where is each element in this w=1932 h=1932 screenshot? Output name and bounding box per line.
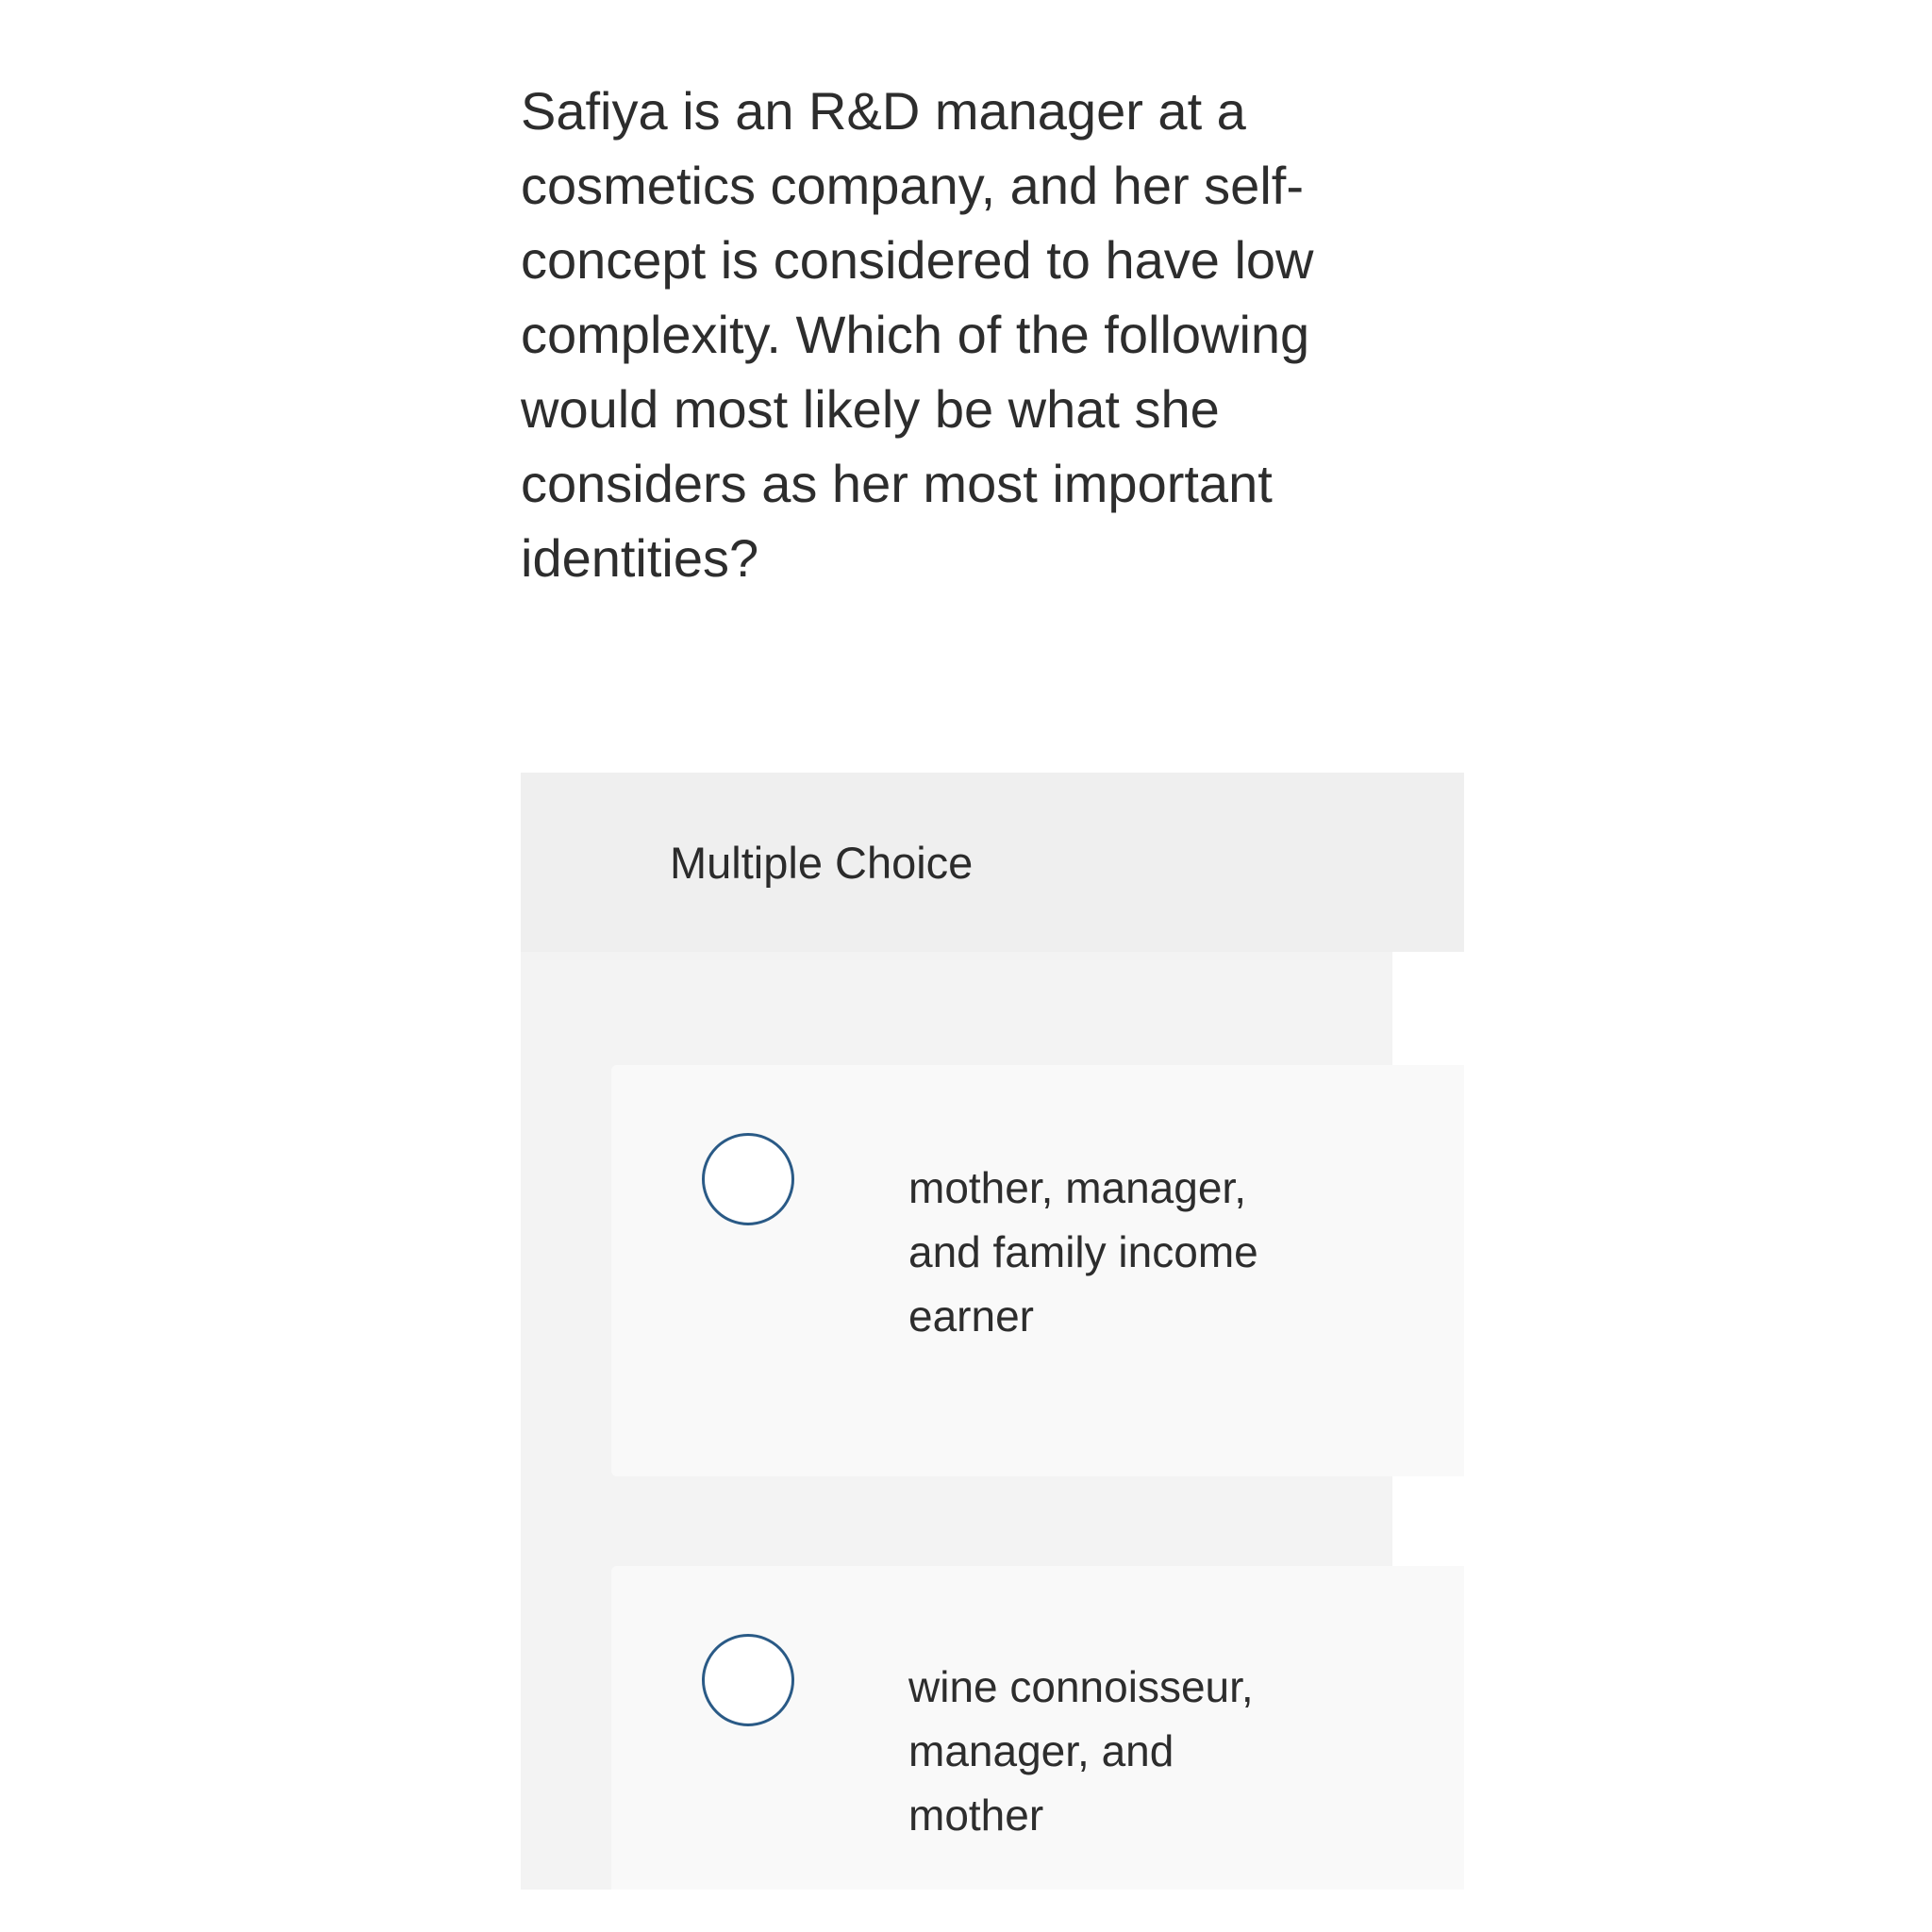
radio-unselected-icon[interactable]: [702, 1133, 794, 1225]
answer-panel: [521, 773, 1464, 1890]
answer-choice-2[interactable]: [611, 1566, 1464, 1890]
question-type-header: [521, 773, 1464, 952]
answer-choice-2-label: wine connoisseur, manager, and mother: [908, 1662, 1254, 1840]
question-type-label: Multiple Choice: [670, 838, 974, 888]
answer-choice-1-label: mother, manager, and family income earner: [908, 1163, 1258, 1341]
question-text: Safiya is an R&D manager at a cosmetics company, and her self-concept is considered to have low complexity. Which of the following would most likely be what she considers as her most important identities?: [521, 81, 1314, 588]
radio-unselected-icon[interactable]: [702, 1634, 794, 1726]
answer-choice-1[interactable]: [611, 1065, 1464, 1476]
